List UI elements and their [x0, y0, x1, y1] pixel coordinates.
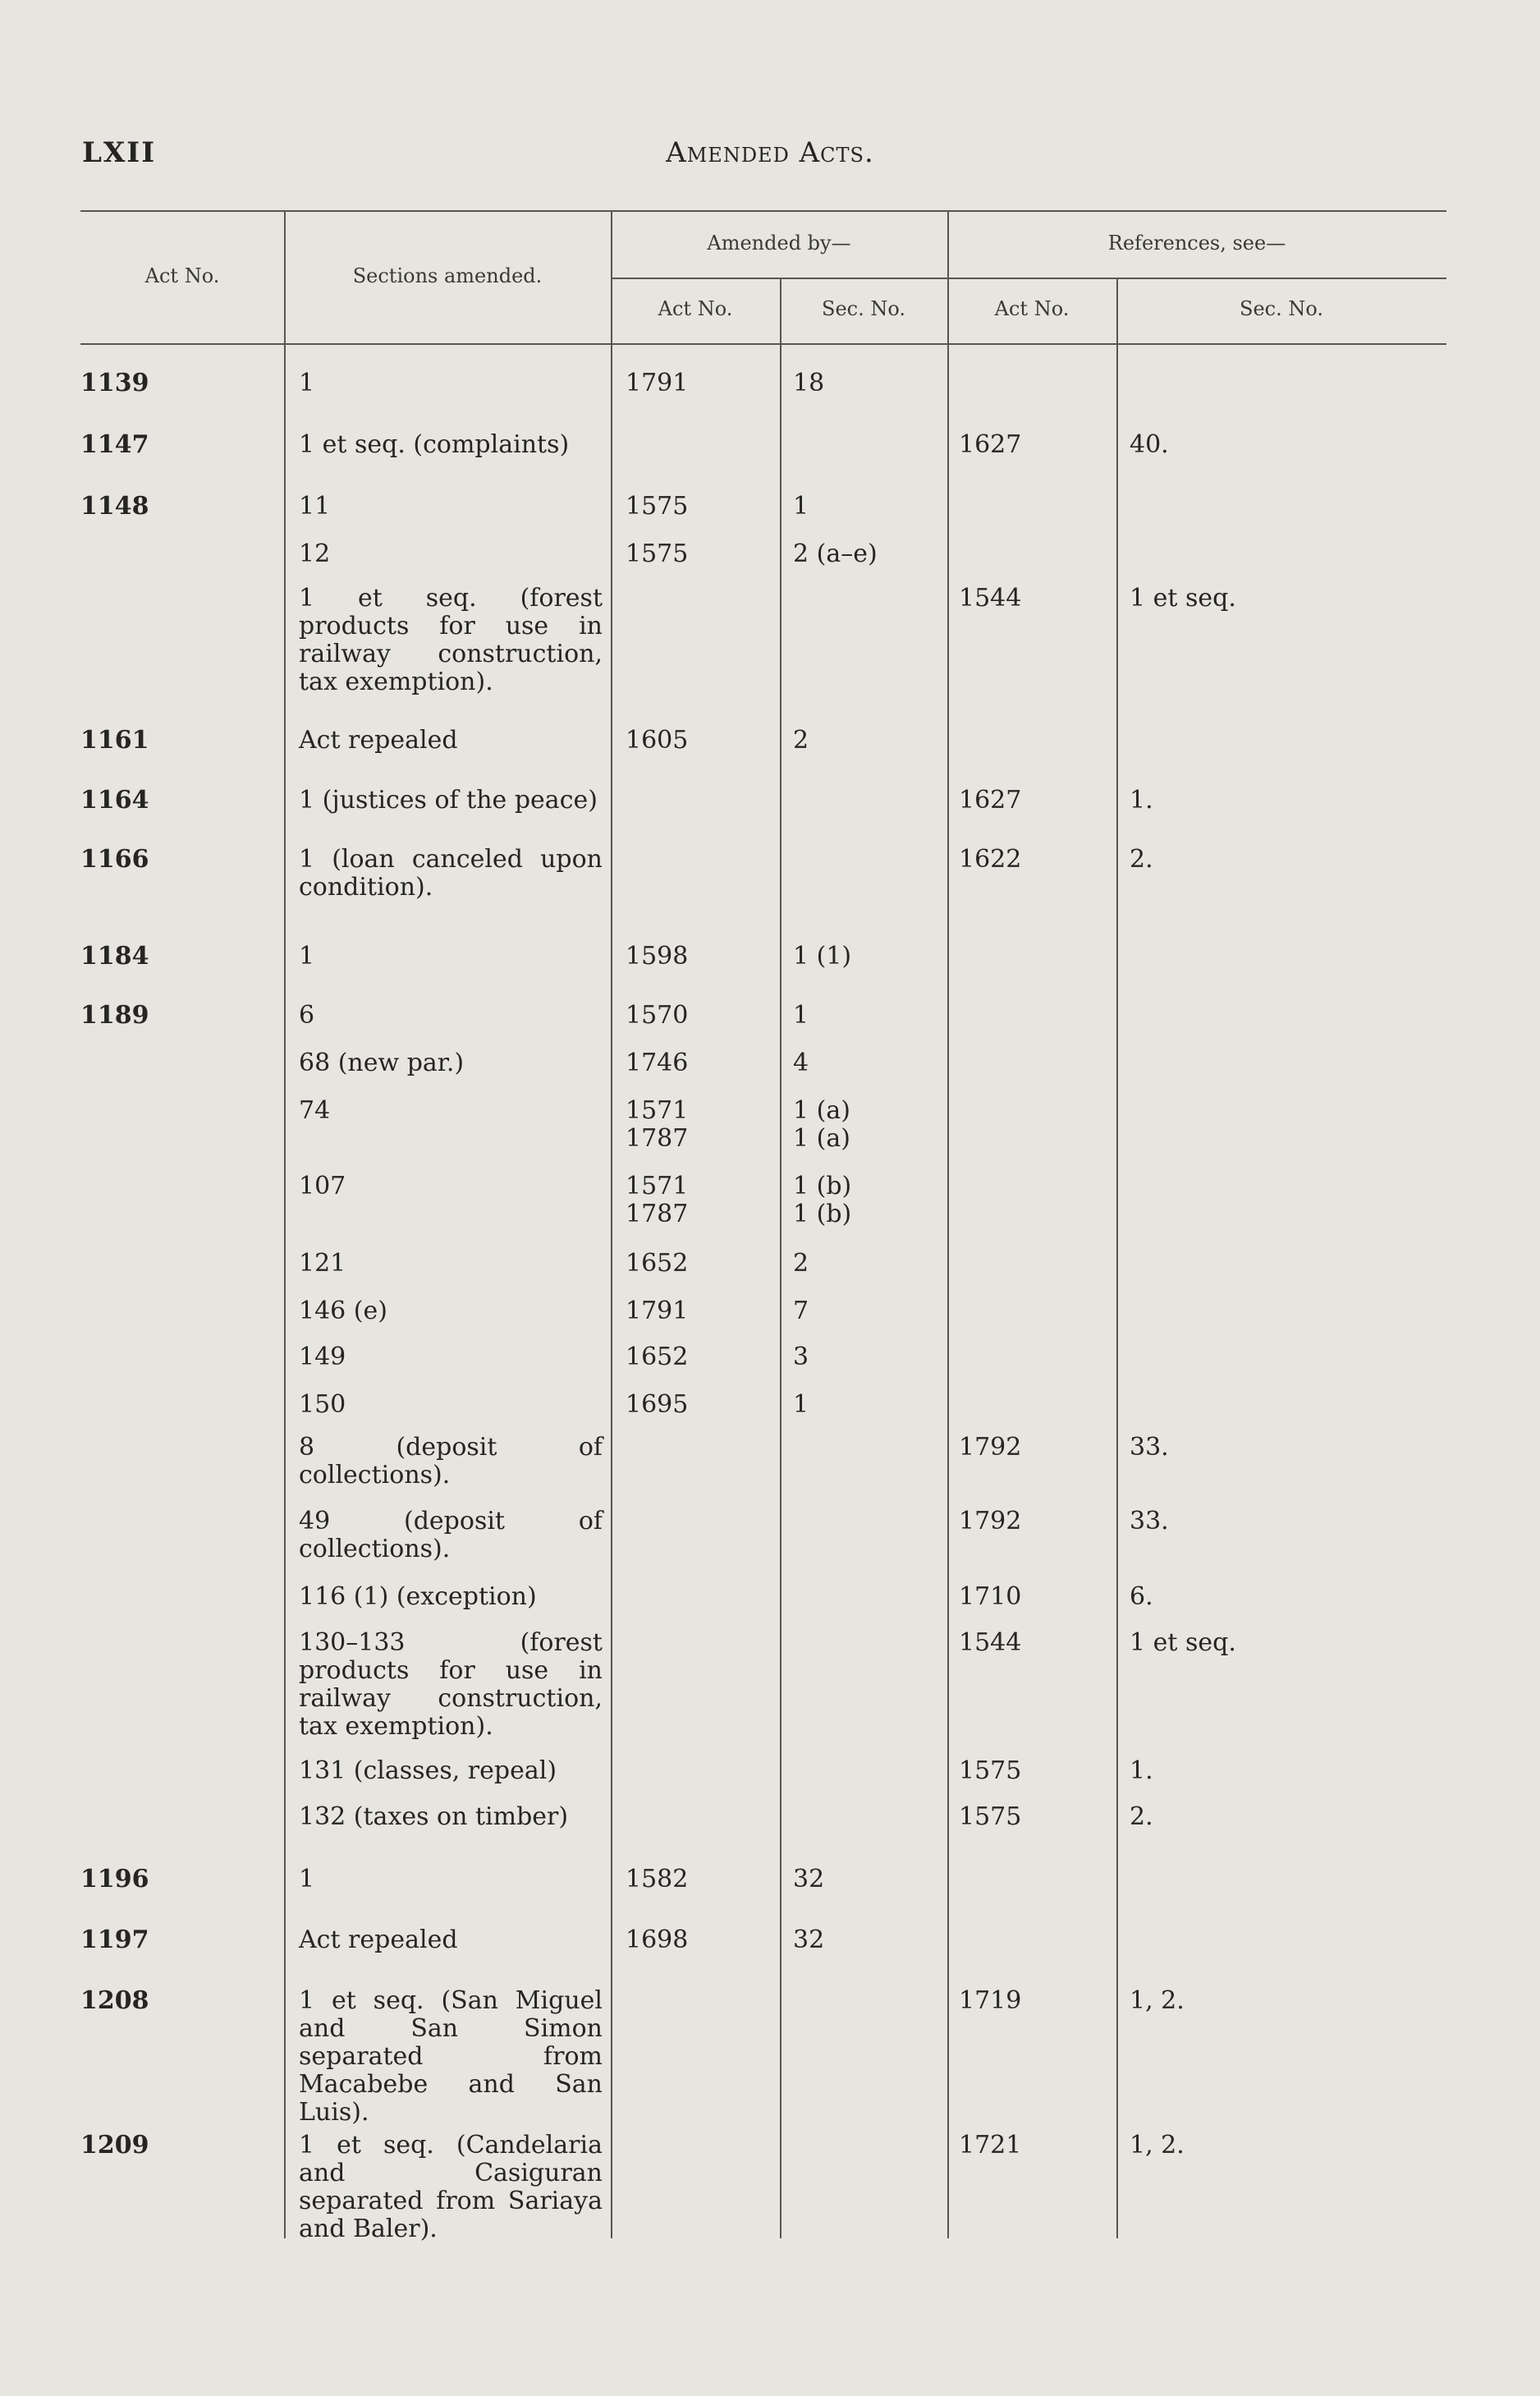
- amended-act-number: 1787: [626, 1124, 689, 1153]
- amended-section-number: 1: [793, 492, 809, 521]
- section-amended: 132 (taxes on timber): [299, 1802, 569, 1831]
- header-ref-sec-no: Sec. No.: [1240, 297, 1323, 320]
- reference-section-number: 40.: [1130, 430, 1169, 459]
- section-amended: 1 et seq. (forest products for use in railway construction, tax exemption).: [299, 584, 603, 696]
- col-divider-1: [284, 210, 286, 2238]
- section-amended: 130–133 (forest products for use in railway construction, tax exemption).: [299, 1628, 603, 1741]
- section-amended: Act repealed: [299, 1926, 458, 1954]
- reference-section-number: 1, 2.: [1130, 2131, 1185, 2160]
- amended-section-number: 3: [793, 1343, 809, 1371]
- section-amended: 8 (deposit of collections).: [299, 1433, 603, 1489]
- col-divider-4: [947, 210, 949, 2238]
- section-amended: 1: [299, 942, 315, 971]
- act-number: 1147: [80, 430, 149, 459]
- amended-section-number: 1 (b): [793, 1172, 852, 1200]
- reference-act-number: 1792: [959, 1433, 1022, 1462]
- header-ref-act-no: Act No.: [994, 297, 1070, 320]
- reference-act-number: 1622: [959, 845, 1022, 874]
- reference-act-number: 1792: [959, 1507, 1022, 1535]
- amended-section-number: 2 (a–e): [793, 539, 878, 568]
- reference-section-number: 33.: [1130, 1507, 1169, 1535]
- act-number: 1161: [80, 726, 149, 755]
- amended-act-number: 1791: [626, 1297, 689, 1325]
- section-amended: 1 et seq. (San Miguel and San Simon separated from Macabebe and San Luis).: [299, 1986, 603, 2127]
- col-divider-2: [611, 210, 612, 2238]
- page-number: LXII: [82, 136, 157, 169]
- amended-section-number: 1: [793, 1001, 809, 1030]
- amended-act-number: 1605: [626, 726, 689, 755]
- amended-act-group: [626, 1173, 773, 1228]
- act-number: 1148: [80, 492, 149, 521]
- act-number: 1209: [80, 2131, 149, 2160]
- act-number: 1139: [80, 369, 149, 397]
- section-amended: 131 (classes, repeal): [299, 1756, 557, 1785]
- reference-section-number: 6.: [1130, 1582, 1153, 1611]
- act-number: 1208: [80, 1986, 149, 2015]
- section-amended: 150: [299, 1390, 346, 1419]
- amended-section-number: 2: [793, 1249, 809, 1278]
- col-divider-5: [1116, 278, 1118, 2238]
- amended-section-number: 18: [793, 369, 825, 397]
- amended-act-number: 1571: [626, 1172, 689, 1200]
- page-title-text: Amended Acts.: [666, 136, 874, 169]
- reference-section-number: 1 et seq.: [1130, 1628, 1236, 1657]
- amended-section-number: 1 (1): [793, 942, 852, 971]
- amended-act-number: 1598: [626, 942, 689, 971]
- section-amended: 68 (new par.): [299, 1049, 465, 1077]
- amended-section-number: 32: [793, 1865, 825, 1893]
- amended-act-number: 1746: [626, 1049, 689, 1077]
- section-amended: Act repealed: [299, 726, 458, 755]
- reference-act-number: 1627: [959, 430, 1022, 459]
- section-amended: 49 (deposit of collections).: [299, 1507, 603, 1563]
- amended-section-number: 32: [793, 1926, 825, 1954]
- header-act-no: Act No.: [144, 264, 220, 287]
- section-amended: 146 (e): [299, 1297, 387, 1325]
- section-amended: 1: [299, 1865, 315, 1893]
- reference-section-number: 2.: [1130, 845, 1153, 874]
- amended-act-number: 1695: [626, 1390, 689, 1419]
- reference-act-number: 1544: [959, 584, 1022, 613]
- amended-section-number: 2: [793, 726, 809, 755]
- amended-act-number: 1575: [626, 492, 689, 521]
- amended-act-group: [626, 1097, 773, 1153]
- header-references: References, see—: [1107, 232, 1286, 255]
- amended-act-number: 1571: [626, 1096, 689, 1125]
- amended-section-number: 4: [793, 1049, 809, 1077]
- amended-act-number: 1570: [626, 1001, 689, 1030]
- amended-act-number: 1652: [626, 1343, 689, 1371]
- reference-section-number: 2.: [1130, 1802, 1153, 1831]
- section-amended: 74: [299, 1096, 331, 1125]
- act-number: 1166: [80, 845, 149, 874]
- section-amended: 1: [299, 369, 315, 397]
- col-divider-3: [780, 278, 781, 2238]
- reference-act-number: 1575: [959, 1802, 1022, 1831]
- act-number: 1164: [80, 786, 149, 815]
- section-amended: 6: [299, 1001, 315, 1030]
- header-amended-act-no: Act No.: [658, 297, 733, 320]
- amended-section-number: 1: [793, 1390, 809, 1419]
- section-amended: 1 (loan canceled upon condition).: [299, 845, 603, 902]
- amended-section-group: [793, 1173, 941, 1228]
- act-number: 1184: [80, 942, 149, 971]
- amended-section-number: 1 (b): [793, 1200, 852, 1228]
- amended-act-number: 1787: [626, 1200, 689, 1228]
- section-amended: 12: [299, 539, 331, 568]
- section-amended: 149: [299, 1343, 346, 1371]
- reference-act-number: 1544: [959, 1628, 1022, 1657]
- header-amended-by: Amended by—: [707, 232, 851, 255]
- act-number: 1196: [80, 1865, 149, 1893]
- amended-act-number: 1652: [626, 1249, 689, 1278]
- section-amended: 1 (justices of the peace): [299, 786, 598, 815]
- act-number: 1189: [80, 1001, 149, 1030]
- amended-section-number: 1 (a): [793, 1124, 850, 1153]
- section-amended: 107: [299, 1172, 346, 1200]
- reference-section-number: 1.: [1130, 1756, 1153, 1785]
- reference-act-number: 1575: [959, 1756, 1022, 1785]
- reference-section-number: 1, 2.: [1130, 1986, 1185, 2015]
- reference-act-number: 1710: [959, 1582, 1022, 1611]
- section-amended: 11: [299, 492, 331, 521]
- amended-act-number: 1791: [626, 369, 689, 397]
- amended-by-rule: [612, 278, 1446, 279]
- reference-section-number: 33.: [1130, 1433, 1169, 1462]
- reference-act-number: 1627: [959, 786, 1022, 815]
- reference-section-number: 1.: [1130, 786, 1153, 815]
- reference-act-number: 1719: [959, 1986, 1022, 2015]
- reference-act-number: 1721: [959, 2131, 1022, 2160]
- amended-act-number: 1582: [626, 1865, 689, 1893]
- amended-section-number: 1 (a): [793, 1096, 850, 1125]
- act-number: 1197: [80, 1926, 149, 1954]
- section-amended: 1 et seq. (complaints): [299, 430, 570, 459]
- header-sections-amended: Sections amended.: [352, 264, 543, 287]
- amended-act-number: 1575: [626, 539, 689, 568]
- amended-act-number: 1698: [626, 1926, 689, 1954]
- amended-section-number: 7: [793, 1297, 809, 1325]
- section-amended: 1 et seq. (Candelaria and Casiguran separated from Sariaya and Baler).: [299, 2131, 603, 2243]
- reference-section-number: 1 et seq.: [1130, 584, 1236, 613]
- section-amended: 121: [299, 1249, 346, 1278]
- section-amended: 116 (1) (exception): [299, 1582, 537, 1611]
- header-amended-sec-no: Sec. No.: [822, 297, 905, 320]
- amended-section-group: [793, 1097, 941, 1153]
